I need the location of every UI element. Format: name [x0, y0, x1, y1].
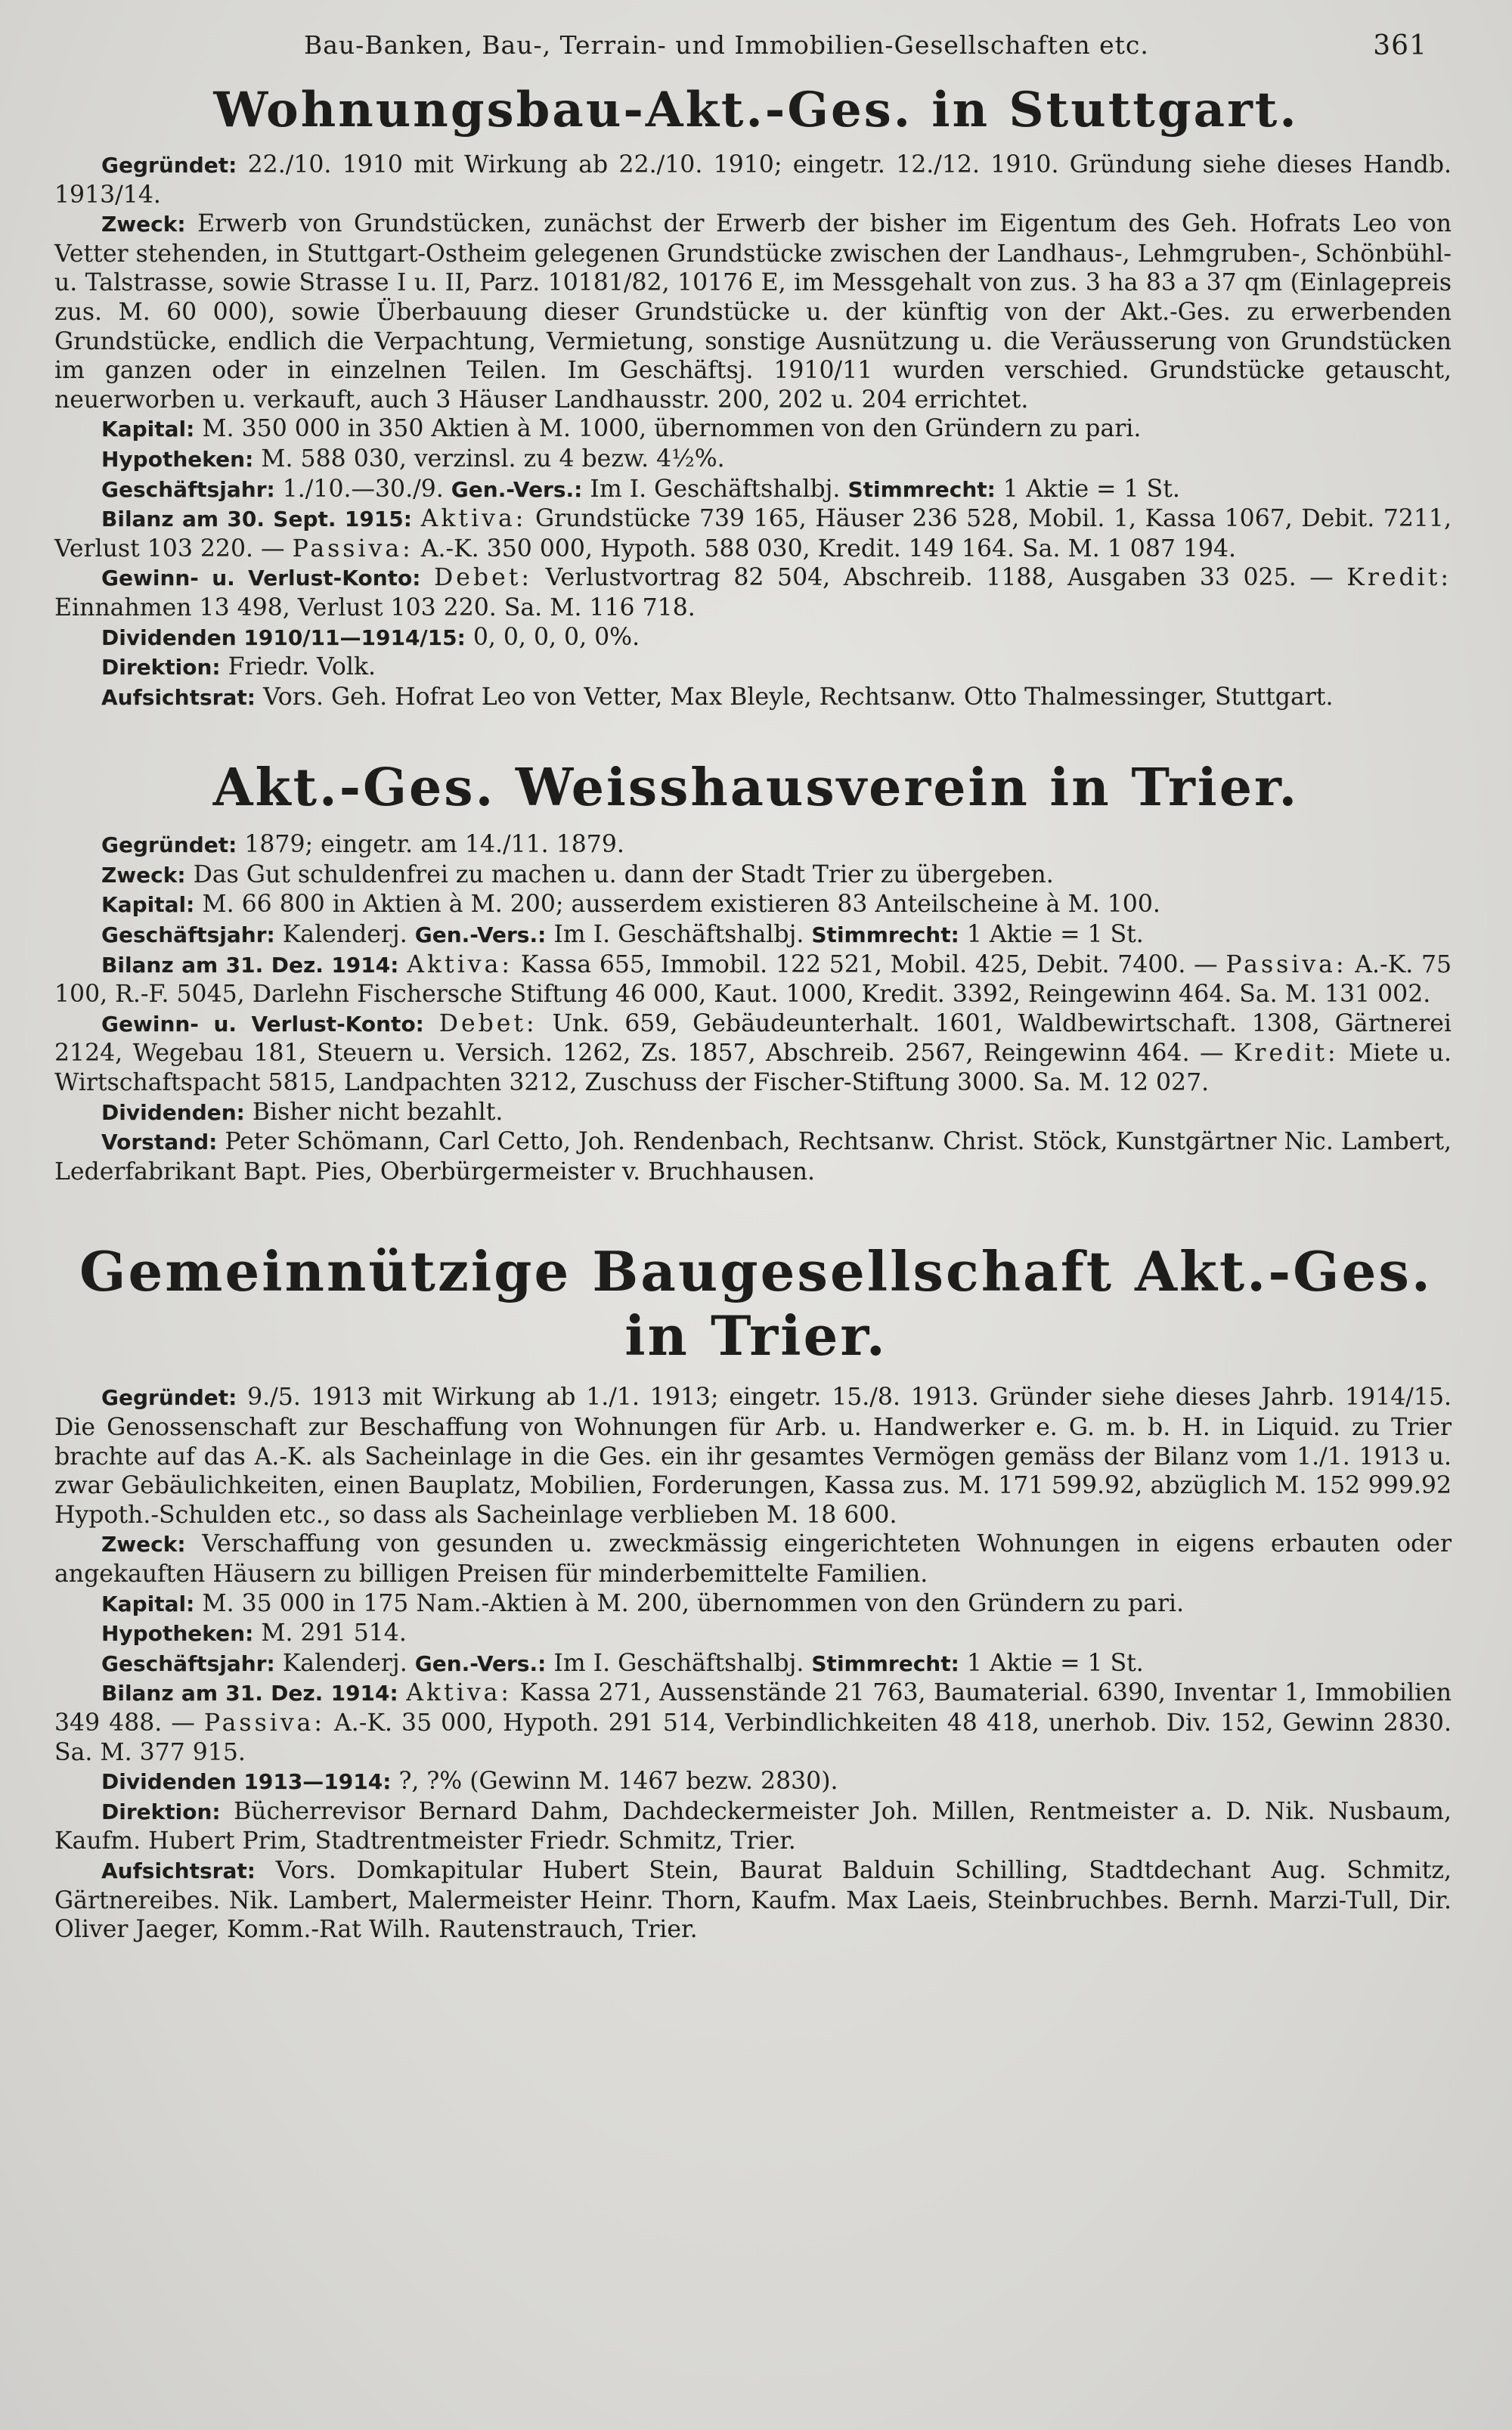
entry-spaced-label: Passiva:	[1225, 950, 1347, 978]
entry-vorstand	[54, 1127, 1458, 1186]
entry-dividenden	[54, 1098, 1458, 1128]
entry-gewinn-verlust	[54, 563, 1458, 622]
entry-label: Zweck:	[101, 1532, 186, 1557]
entry-text: Vors. Geh. Hofrat Leo von Vetter, Max Bleyle, Rechtsanw. Otto Thalmessinger, Stuttgart.	[262, 683, 1334, 711]
entry-text: Bücherrevisor Bernard Dahm, Dachdeckermeister Joh. Millen, Rentmeister a. D. Nik. Nusbaum, Kaufm. Hubert Prim, Stadtrentmeister Friedr. Schmitz, Trier.	[54, 1797, 1452, 1855]
page-number: 361	[1373, 30, 1427, 61]
entry-label: Bilanz am 31. Dez. 1914:	[101, 952, 399, 978]
entry-label: Gegründet:	[101, 832, 237, 858]
entry-dividenden	[54, 1767, 1458, 1797]
running-head	[54, 21, 1458, 74]
entry-text: Unk. 659, Gebäudeunterhalt. 1601, Waldbewirtschaft. 1308, Gärtnerei 2124, Wegebau 181, Steuern u. Versich. 1262, Zs. 1857, Abschreib. 2567, Reingewinn 464. —	[54, 1009, 1452, 1068]
entry-label: Geschäftsjahr:	[101, 1650, 275, 1676]
entry-text: Vors. Domkapitular Hubert Stein, Baurat Balduin Schilling, Stadtdechant Aug. Schmitz, Gärtnereibes. Nik. Lambert, Malermeister Heinr. Thorn, Kaufm. Max Laeis, Steinbruchbes. Bernh. Marzi-Tull, Dir. Oliver Jaeger, Komm.-Rat Wilh. Rautenstrauch, Trier.	[54, 1856, 1452, 1944]
entry-label: Geschäftsjahr:	[101, 476, 275, 502]
entry-spaced-label: Kredit:	[1233, 1040, 1339, 1068]
entry-text: 1 Aktie = 1 St.	[966, 1649, 1144, 1677]
entry-label: Gewinn- u. Verlust-Konto:	[101, 1011, 424, 1037]
entry-spaced-label: Passiva:	[292, 535, 414, 563]
company-section-wohnungsbau	[54, 82, 1458, 712]
entry-gegruendet	[54, 1383, 1458, 1530]
entry-gegruendet	[54, 150, 1458, 209]
entry-label: Direktion:	[101, 1799, 221, 1824]
entry-spaced-label: Debet:	[434, 564, 533, 592]
entry-bilanz	[54, 950, 1458, 1009]
entry-text: Peter Schömann, Carl Cetto, Joh. Rendenbach, Rechtsanw. Christ. Stöck, Kunstgärtner Nic. Lambert, Lederfabrikant Bapt. Pies, Oberbürgermeister v. Bruchhausen.	[54, 1128, 1452, 1186]
entry-text: M. 291 514.	[261, 1619, 407, 1647]
entry-text: M. 66 800 in Aktien à M. 200; ausserdem existieren 83 Anteilscheine à M. 100.	[202, 891, 1160, 919]
entry-text: 22./10. 1910 mit Wirkung ab 22./10. 1910; eingetr. 12./12. 1910. Gründung siehe dieses Handb. 1913/14.	[54, 151, 1452, 209]
entry-text: M. 350 000 in 350 Aktien à M. 1000, übernommen von den Gründern zu pari.	[202, 415, 1142, 443]
entry-label: Gewinn- u. Verlust-Konto:	[101, 566, 421, 591]
entry-text: Verschaffung von gesunden u. zweckmässig eingerichteten Wohnungen in eigens erbauten oder angekauften Häusern zu billigen Preisen für minderbemittelte Familien.	[54, 1530, 1452, 1588]
entry-text: Kalenderj.	[282, 1649, 407, 1677]
entry-spaced-label: Debet:	[438, 1009, 538, 1037]
entry-aufsichtsrat	[54, 683, 1458, 713]
entry-label: Aufsichtsrat:	[101, 1858, 256, 1883]
entry-label: Kapital:	[101, 417, 195, 442]
entry-label: Vorstand:	[101, 1130, 218, 1155]
entry-text: Im I. Geschäftshalbj.	[590, 475, 841, 503]
entry-label: Zweck:	[101, 862, 186, 888]
entry-spaced-label: Kredit:	[1346, 564, 1452, 592]
company-heading: Gemeinnützige Baugesellschaft Akt.-Ges. in Trier.	[79, 1239, 1433, 1368]
entry-label: Zweck:	[101, 212, 186, 237]
entry-text: 1 Aktie = 1 St.	[966, 921, 1144, 949]
entry-text: A.-K. 350 000, Hypoth. 588 030, Kredit. 149 164. Sa. M. 1 087 194.	[420, 535, 1237, 563]
entry-text: Kalenderj.	[282, 921, 407, 949]
entry-label: Kapital:	[101, 1591, 195, 1616]
entry-label: Aufsichtsrat:	[101, 684, 256, 710]
entry-text: 9./5. 1913 mit Wirkung ab 1./1. 1913; eingetr. 15./8. 1913. Gründer siehe dieses Jahrb. 1914/15. Die Genossenschaft zur Beschaffung von Wohnungen für Arb. u. Handwerker e. G. m. b. H. in Liquid. zu Trier brachte auf das A.-K. als Sacheinlage in die Ges. ein ihr gesamtes Vermögen gemäss der Bilanz vom 1./1. 1913 u. zwar Gebäulichkeiten, einen Bauplatz, Mobilien, Forderungen, Kassa zus. M. 171 599.92, abzüglich M. 152 999.92 Hypoth.-Schulden etc., so dass als Sacheinlage verblieben M. 18 600.	[54, 1384, 1452, 1529]
entry-text: A.-K. 35 000, Hypoth. 291 514, Verbindlichkeiten 48 418, unerhob. Div. 152, Gewinn 2830. Sa. M. 377 915.	[54, 1709, 1452, 1766]
entry-geschaeftsjahr	[54, 475, 1458, 505]
entry-label: Gen.-Vers.:	[451, 476, 583, 502]
entry-label: Bilanz am 30. Sept. 1915:	[101, 507, 412, 532]
entry-text: Verlustvortrag 82 504, Abschreib. 1188, Ausgaben 33 025. —	[545, 564, 1334, 592]
entry-label: Kapital:	[101, 892, 195, 918]
company-heading: Akt.-Ges. Weisshausverein in Trier.	[212, 758, 1300, 819]
entry-text: Miete u. Wirtschaftspacht 5815, Landpachten 3212, Zuschuss der Fischer-Stiftung 3000. Sa. M. 12 027.	[54, 1040, 1452, 1097]
entry-text: Bisher nicht bezahlt.	[252, 1098, 503, 1126]
entry-label: Gegründet:	[101, 1385, 237, 1411]
entry-text: ?, ?% (Gewinn M. 1467 bezw. 2830).	[398, 1768, 838, 1796]
entry-text: Friedr. Volk.	[228, 653, 376, 681]
entry-text: Kassa 655, Immobil. 122 521, Mobil. 425, Debit. 7400. —	[520, 950, 1218, 978]
entry-label: Dividenden 1910/11—1914/15:	[101, 625, 466, 650]
entry-geschaeftsjahr	[54, 920, 1458, 950]
entry-spaced-label: Passiva:	[203, 1709, 326, 1737]
entry-label: Hypotheken:	[101, 446, 254, 472]
entry-text: M. 588 030, verzinsl. zu 4 bezw. 4½%.	[261, 445, 725, 473]
company-section-weisshausverein	[54, 758, 1458, 1186]
entry-text: Im I. Geschäftshalbj.	[553, 1649, 804, 1677]
entry-text: 1 Aktie = 1 St.	[1002, 475, 1180, 503]
entry-text: Kassa 271, Aussenstände 21 763, Baumaterial. 6390, Inventar 1, Immobilien 349 488. —	[54, 1679, 1452, 1737]
entry-text: M. 35 000 in 175 Nam.-Aktien à M. 200, übernommen von den Gründern zu pari.	[202, 1589, 1185, 1617]
entry-text: 1879; eingetr. am 14./11. 1879.	[244, 831, 624, 859]
entry-text: Das Gut schuldenfrei zu machen u. dann der Stadt Trier zu übergeben.	[193, 860, 1054, 888]
entry-spaced-label: Aktiva:	[406, 1679, 513, 1707]
entry-text: A.-K. 75 100, R.-F. 5045, Darlehn Fischersche Stiftung 46 000, Kaut. 1000, Kredit. 3392, Reingewinn 464. Sa. M. 131 002.	[54, 950, 1452, 1009]
entry-label: Stimmrecht:	[811, 1650, 959, 1676]
entry-direktion	[54, 652, 1458, 683]
running-head-title: Bau-Banken, Bau-, Terrain- und Immobilien-Gesellschaften etc.	[304, 30, 1149, 60]
entry-text: Erwerb von Grundstücken, zunächst der Erwerb der bisher im Eigentum des Geh. Hofrats Leo von Vetter stehenden, in Stuttgart-Ostheim gelegenen Grundstücke zwischen der Landhaus-, Lehmgruben-, Schönbühl- u. Talstrasse, sowie Strasse I u. II, Parz. 10181/82, 10176 E, im Messgehalt von zus. 3 ha 83 a 37 qm (Einlagepreis zus. M. 60 000), sowie Überbauung dieser Grundstücke u. der künftig von der Akt.-Ges. zu erwerbenden Grundstücke, endlich die Verpachtung, Vermietung, sonstige Ausnützung u. die Veräusserung von Grundstücken im ganzen oder in einzelnen Teilen. Im Geschäftsj. 1910/11 wurden verschied. Grundstücke getauscht, neuerworben u. verkauft, auch 3 Häuser Landhausstr. 200, 202 u. 204 errichtet.	[54, 210, 1452, 414]
entry-aufsichtsrat	[54, 1856, 1458, 1945]
entry-label: Gen.-Vers.:	[414, 922, 547, 948]
entry-label: Direktion:	[101, 655, 221, 680]
entry-hypotheken	[54, 1619, 1458, 1649]
entry-spaced-label: Aktiva:	[407, 950, 513, 978]
company-section-gemeinnuetzige-baugesellschaft	[54, 1239, 1458, 1944]
company-heading: Wohnungsbau-Akt.-Ges. in Stuttgart.	[213, 82, 1299, 138]
entry-label: Bilanz am 31. Dez. 1914:	[101, 1681, 398, 1706]
entry-label: Gegründet:	[101, 153, 237, 178]
entry-text: 0, 0, 0, 0, 0%.	[472, 623, 640, 651]
entry-gegruendet	[54, 830, 1458, 860]
entry-label: Dividenden:	[101, 1099, 245, 1125]
entry-gewinn-verlust	[54, 1009, 1458, 1098]
entry-dividenden	[54, 623, 1458, 653]
entry-geschaeftsjahr	[54, 1649, 1458, 1679]
entry-zweck	[54, 860, 1458, 891]
entry-label: Gen.-Vers.:	[414, 1650, 547, 1676]
entry-hypotheken	[54, 445, 1458, 475]
entry-spaced-label: Aktiva:	[420, 505, 527, 533]
entry-label: Geschäftsjahr:	[101, 922, 275, 948]
entry-kapital	[54, 1589, 1458, 1619]
entry-text: Einnahmen 13 498, Verlust 103 220. Sa. M. 116 718.	[54, 594, 696, 621]
entry-zweck	[54, 209, 1458, 414]
entry-kapital	[54, 890, 1458, 920]
entry-text: Im I. Geschäftshalbj.	[553, 921, 804, 949]
entry-bilanz	[54, 504, 1458, 563]
entry-text: Grundstücke 739 165, Häuser 236 528, Mobil. 1, Kassa 1067, Debit. 7211, Verlust 103 220. —	[54, 505, 1452, 563]
entry-text: 1./10.—30./9.	[282, 475, 444, 503]
entry-direktion	[54, 1797, 1458, 1856]
entry-zweck	[54, 1530, 1458, 1588]
entry-kapital	[54, 414, 1458, 445]
entry-label: Dividenden 1913—1914:	[101, 1769, 392, 1795]
entry-label: Hypotheken:	[101, 1621, 254, 1647]
entry-bilanz	[54, 1678, 1458, 1767]
entry-label: Stimmrecht:	[847, 476, 996, 502]
entry-label: Stimmrecht:	[811, 922, 959, 948]
